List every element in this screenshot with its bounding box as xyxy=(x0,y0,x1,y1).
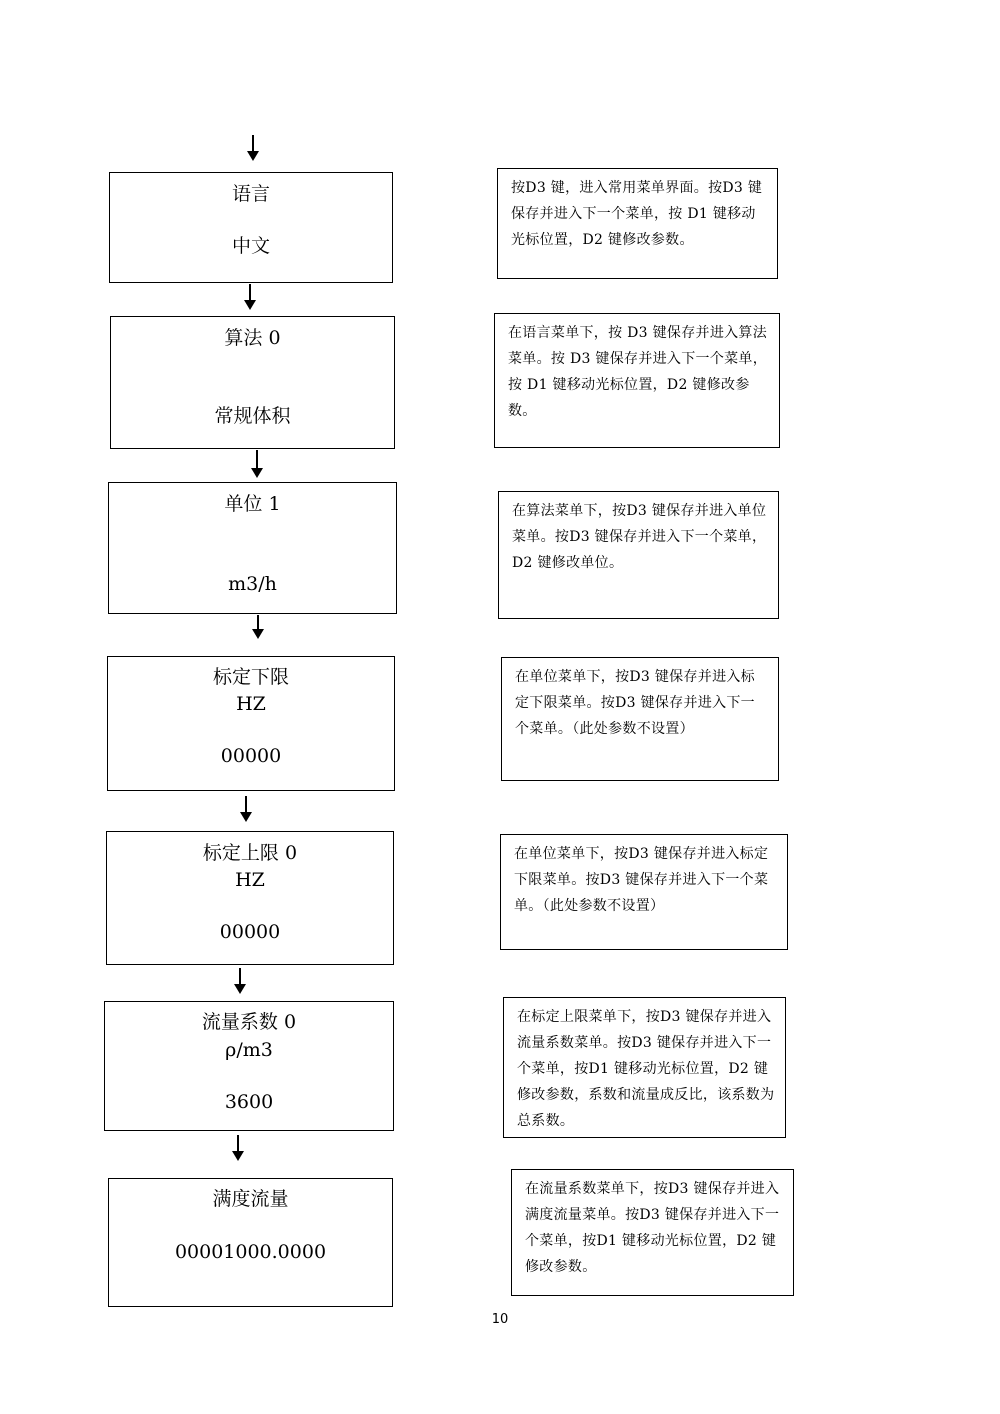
note-calibration-upper: 在单位菜单下，按D3 键保存并进入标定下限菜单。按D3 键保存并进入下一个菜单。（此处参数不设置） xyxy=(500,834,788,950)
menu-box-calibration-lower xyxy=(107,656,395,791)
menu-value: m3/h xyxy=(228,573,277,595)
note-unit: 在算法菜单下，按D3 键保存并进入单位菜单。按D3 键保存并进入下一个菜单，D2 键修改单位。 xyxy=(498,491,779,619)
menu-title: 标定下限 xyxy=(212,666,289,688)
menu-title: 算法 0 xyxy=(224,327,281,349)
page-number: 10 xyxy=(491,1312,509,1327)
menu-value: 00000 xyxy=(220,745,282,767)
note-calibration-lower: 在单位菜单下，按D3 键保存并进入标定下限菜单。按D3 键保存并进入下一个菜单。（此处参数不设置） xyxy=(501,657,779,781)
flow-arrow xyxy=(244,284,256,310)
flow-arrow xyxy=(252,615,264,639)
menu-value: 常规体积 xyxy=(214,405,291,427)
menu-unit: HZ xyxy=(235,869,265,891)
menu-box-full-scale-flow xyxy=(108,1178,393,1307)
menu-unit: ρ/m3 xyxy=(225,1039,273,1061)
menu-title: 标定上限 0 xyxy=(202,842,298,864)
menu-value: 00001000.0000 xyxy=(174,1241,327,1263)
menu-value: 中文 xyxy=(231,235,270,257)
menu-unit: HZ xyxy=(236,693,266,715)
menu-title: 流量系数 0 xyxy=(201,1011,297,1033)
note-algorithm: 在语言菜单下，按 D3 键保存并进入算法菜单。按 D3 键保存并进入下一个菜单，按 D1 键移动光标位置，D2 键修改参数。 xyxy=(494,313,780,448)
menu-box-language xyxy=(109,172,393,283)
flow-arrow xyxy=(232,1135,244,1161)
menu-value: 3600 xyxy=(224,1091,274,1113)
menu-box-unit xyxy=(108,482,397,614)
flow-arrow xyxy=(234,968,246,994)
flow-arrow xyxy=(251,450,263,478)
flow-arrow xyxy=(247,135,259,161)
flow-arrow xyxy=(240,796,252,822)
menu-title: 满度流量 xyxy=(212,1188,289,1210)
menu-box-flow-coefficient xyxy=(104,1001,394,1131)
note-full-scale-flow: 在流量系数菜单下，按D3 键保存并进入满度流量菜单。按D3 键保存并进入下一个菜单，按D1 键移动光标位置，D2 键修改参数。 xyxy=(511,1169,794,1296)
menu-title: 单位 1 xyxy=(224,493,281,515)
menu-box-calibration-upper xyxy=(106,831,394,965)
note-language: 按D3 键，进入常用菜单界面。按D3 键保存并进入下一个菜单，按 D1 键移动光标位置，D2 键修改参数。 xyxy=(497,168,778,279)
menu-title: 语言 xyxy=(231,183,270,205)
note-flow-coefficient: 在标定上限菜单下，按D3 键保存并进入流量系数菜单。按D3 键保存并进入下一个菜单，按D1 键移动光标位置，D2 键修改参数，系数和流量成反比，该系数为总系数。 xyxy=(503,997,786,1138)
menu-box-algorithm xyxy=(110,316,395,449)
menu-value: 00000 xyxy=(219,921,281,943)
